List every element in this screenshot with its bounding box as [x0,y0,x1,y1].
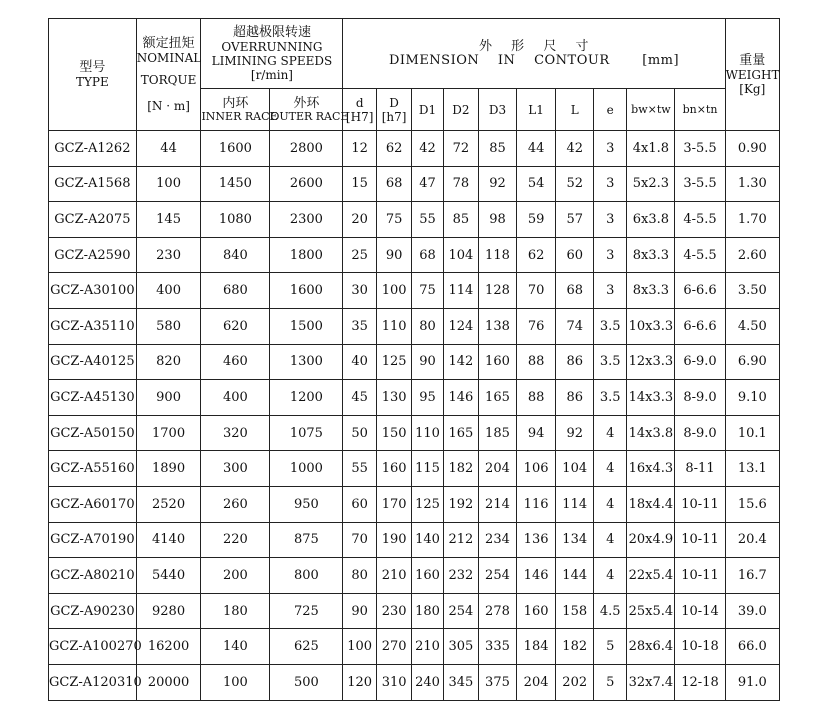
cell-type: GCZ-A45130 [49,380,137,416]
cell-D2: 305 [443,629,479,665]
cell-D2: 124 [443,308,479,344]
cell-bw-tw: 12x3.3 [627,344,675,380]
table-row [49,629,780,665]
cell-L: 92 [556,415,594,451]
cell-weight: 3.50 [725,273,779,309]
cell-L1: 94 [516,415,556,451]
cell-L1: 116 [516,486,556,522]
cell-L1: 44 [516,131,556,167]
cell-L: 182 [556,629,594,665]
cell-outer-speed: 2800 [270,131,343,167]
cell-D: 62 [376,131,412,167]
cell-e: 3 [594,237,627,273]
header-dimension: 外 形 尺 寸 DIMENSION IN CONTOUR [mm] [343,19,725,89]
cell-outer-speed: 2300 [270,202,343,238]
header-dim-D2: D2 [443,89,479,131]
header-dim-L: L [556,89,594,131]
cell-e: 4.5 [594,593,627,629]
header-dim-e: e [594,89,627,131]
cell-weight: 4.50 [725,308,779,344]
cell-bn-tn: 3-5.5 [675,166,725,202]
cell-D3: 160 [479,344,517,380]
cell-bw-tw: 6x3.8 [627,202,675,238]
cell-type: GCZ-A40125 [49,344,137,380]
cell-D3: 375 [479,664,517,700]
cell-D2: 146 [443,380,479,416]
cell-d: 50 [343,415,376,451]
cell-inner-speed: 620 [201,308,270,344]
cell-D: 210 [376,558,412,594]
cell-bw-tw: 22x5.4 [627,558,675,594]
cell-inner-speed: 460 [201,344,270,380]
cell-weight: 66.0 [725,629,779,665]
cell-torque: 44 [136,131,201,167]
cell-D1: 140 [412,522,443,558]
cell-D3: 278 [479,593,517,629]
cell-torque: 4140 [136,522,201,558]
cell-inner-speed: 100 [201,664,270,700]
cell-D: 75 [376,202,412,238]
cell-e: 4 [594,451,627,487]
cell-L1: 88 [516,380,556,416]
cell-torque: 9280 [136,593,201,629]
cell-torque: 230 [136,237,201,273]
cell-inner-speed: 300 [201,451,270,487]
cell-L1: 136 [516,522,556,558]
cell-D2: 78 [443,166,479,202]
header-dim-D3: D3 [479,89,517,131]
cell-D3: 165 [479,380,517,416]
header-dim-L1: L1 [516,89,556,131]
cell-torque: 2520 [136,486,201,522]
cell-L1: 76 [516,308,556,344]
cell-torque: 100 [136,166,201,202]
cell-inner-speed: 1450 [201,166,270,202]
cell-D: 90 [376,237,412,273]
cell-bn-tn: 12-18 [675,664,725,700]
cell-inner-speed: 140 [201,629,270,665]
cell-D1: 160 [412,558,443,594]
cell-D3: 118 [479,237,517,273]
table-row [49,166,780,202]
cell-torque: 400 [136,273,201,309]
cell-D1: 110 [412,415,443,451]
cell-outer-speed: 1300 [270,344,343,380]
cell-D3: 92 [479,166,517,202]
cell-L: 74 [556,308,594,344]
cell-D2: 192 [443,486,479,522]
cell-d: 100 [343,629,376,665]
cell-e: 3.5 [594,380,627,416]
cell-bw-tw: 5x2.3 [627,166,675,202]
cell-e: 3 [594,166,627,202]
cell-bw-tw: 28x6.4 [627,629,675,665]
cell-bw-tw: 14x3.3 [627,380,675,416]
table-row [49,486,780,522]
cell-D: 230 [376,593,412,629]
cell-bn-tn: 4-5.5 [675,237,725,273]
cell-bn-tn: 10-14 [675,593,725,629]
cell-d: 25 [343,237,376,273]
cell-L1: 146 [516,558,556,594]
cell-d: 60 [343,486,376,522]
cell-weight: 6.90 [725,344,779,380]
cell-type: GCZ-A2075 [49,202,137,238]
cell-type: GCZ-A2590 [49,237,137,273]
cell-L: 158 [556,593,594,629]
cell-D3: 138 [479,308,517,344]
cell-outer-speed: 500 [270,664,343,700]
cell-bn-tn: 6-9.0 [675,344,725,380]
cell-D: 125 [376,344,412,380]
cell-outer-speed: 1500 [270,308,343,344]
cell-bw-tw: 4x1.8 [627,131,675,167]
cell-D1: 47 [412,166,443,202]
cell-D3: 254 [479,558,517,594]
cell-weight: 9.10 [725,380,779,416]
cell-d: 12 [343,131,376,167]
cell-L1: 106 [516,451,556,487]
cell-torque: 580 [136,308,201,344]
header-dim-bn-tn: bn×tn [675,89,725,131]
cell-L1: 59 [516,202,556,238]
cell-D3: 214 [479,486,517,522]
cell-d: 90 [343,593,376,629]
cell-D: 100 [376,273,412,309]
cell-torque: 5440 [136,558,201,594]
cell-D3: 204 [479,451,517,487]
header-outer-race: 外环 OUTER RACE [270,89,343,131]
cell-L: 68 [556,273,594,309]
cell-L1: 160 [516,593,556,629]
cell-type: GCZ-A70190 [49,522,137,558]
cell-bn-tn: 10-11 [675,486,725,522]
cell-torque: 145 [136,202,201,238]
cell-D: 130 [376,380,412,416]
cell-type: GCZ-A50150 [49,415,137,451]
cell-torque: 820 [136,344,201,380]
cell-bw-tw: 25x5.4 [627,593,675,629]
table-row [49,522,780,558]
cell-outer-speed: 2600 [270,166,343,202]
header-dim-bw-tw: bw×tw [627,89,675,131]
cell-inner-speed: 400 [201,380,270,416]
header-dim-d: d [H7] [343,89,376,131]
cell-D3: 234 [479,522,517,558]
cell-D1: 42 [412,131,443,167]
cell-bw-tw: 8x3.3 [627,273,675,309]
table-row [49,308,780,344]
cell-D2: 85 [443,202,479,238]
cell-outer-speed: 1075 [270,415,343,451]
table-row [49,593,780,629]
cell-D: 110 [376,308,412,344]
cell-D: 310 [376,664,412,700]
cell-bw-tw: 32x7.4 [627,664,675,700]
cell-bw-tw: 18x4.4 [627,486,675,522]
cell-L: 86 [556,380,594,416]
cell-e: 5 [594,664,627,700]
cell-D3: 85 [479,131,517,167]
cell-e: 4 [594,415,627,451]
table-row [49,131,780,167]
cell-D2: 142 [443,344,479,380]
cell-e: 4 [594,486,627,522]
cell-bw-tw: 16x4.3 [627,451,675,487]
table-row [49,558,780,594]
header-type: 型号 TYPE [49,19,137,131]
cell-inner-speed: 200 [201,558,270,594]
cell-outer-speed: 875 [270,522,343,558]
cell-D: 170 [376,486,412,522]
table-row [49,273,780,309]
cell-D1: 115 [412,451,443,487]
cell-type: GCZ-A60170 [49,486,137,522]
cell-weight: 1.30 [725,166,779,202]
cell-D2: 232 [443,558,479,594]
cell-type: GCZ-A55160 [49,451,137,487]
cell-bn-tn: 6-6.6 [675,308,725,344]
cell-type: GCZ-A30100 [49,273,137,309]
cell-D: 150 [376,415,412,451]
cell-D: 68 [376,166,412,202]
cell-D1: 95 [412,380,443,416]
cell-e: 5 [594,629,627,665]
table-row [49,237,780,273]
cell-weight: 2.60 [725,237,779,273]
cell-L: 134 [556,522,594,558]
cell-bn-tn: 8-11 [675,451,725,487]
cell-bn-tn: 10-11 [675,558,725,594]
cell-d: 120 [343,664,376,700]
cell-D1: 180 [412,593,443,629]
cell-D1: 90 [412,344,443,380]
cell-outer-speed: 1000 [270,451,343,487]
cell-outer-speed: 1200 [270,380,343,416]
cell-D3: 98 [479,202,517,238]
cell-d: 20 [343,202,376,238]
cell-bn-tn: 8-9.0 [675,380,725,416]
header-dim-D: D [h7] [376,89,412,131]
cell-bw-tw: 20x4.9 [627,522,675,558]
header-inner-race: 内环 INNER RACE [201,89,270,131]
cell-d: 70 [343,522,376,558]
cell-weight: 39.0 [725,593,779,629]
cell-L1: 54 [516,166,556,202]
cell-D1: 68 [412,237,443,273]
cell-D2: 182 [443,451,479,487]
cell-bn-tn: 10-18 [675,629,725,665]
header-torque: 额定扭矩 NOMINAL TORQUE [N · m] [136,19,201,131]
cell-bn-tn: 3-5.5 [675,131,725,167]
cell-L: 52 [556,166,594,202]
cell-weight: 15.6 [725,486,779,522]
cell-outer-speed: 725 [270,593,343,629]
table-row [49,202,780,238]
cell-weight: 10.1 [725,415,779,451]
cell-weight: 13.1 [725,451,779,487]
cell-type: GCZ-A120310 [49,664,137,700]
cell-bw-tw: 8x3.3 [627,237,675,273]
cell-D: 160 [376,451,412,487]
cell-d: 45 [343,380,376,416]
header-dim-D1: D1 [412,89,443,131]
cell-weight: 1.70 [725,202,779,238]
cell-outer-speed: 800 [270,558,343,594]
cell-inner-speed: 180 [201,593,270,629]
cell-torque: 900 [136,380,201,416]
cell-weight: 20.4 [725,522,779,558]
table-row [49,664,780,700]
cell-torque: 1700 [136,415,201,451]
cell-torque: 20000 [136,664,201,700]
table-row [49,380,780,416]
spec-table [48,18,780,701]
header-weight: 重量 WEIGHT [Kg] [725,19,779,131]
cell-L1: 204 [516,664,556,700]
cell-D3: 185 [479,415,517,451]
cell-D1: 125 [412,486,443,522]
cell-e: 3.5 [594,344,627,380]
cell-L: 114 [556,486,594,522]
cell-bn-tn: 8-9.0 [675,415,725,451]
cell-type: GCZ-A1262 [49,131,137,167]
cell-L1: 62 [516,237,556,273]
cell-D1: 210 [412,629,443,665]
cell-D1: 240 [412,664,443,700]
cell-e: 3 [594,131,627,167]
cell-D2: 165 [443,415,479,451]
cell-bn-tn: 6-6.6 [675,273,725,309]
cell-bw-tw: 10x3.3 [627,308,675,344]
cell-outer-speed: 625 [270,629,343,665]
cell-d: 55 [343,451,376,487]
cell-weight: 16.7 [725,558,779,594]
cell-torque: 16200 [136,629,201,665]
cell-D2: 104 [443,237,479,273]
header-speed: 超越极限转速 OVERRUNNING LIMINING SPEEDS [r/min] [201,19,343,89]
cell-outer-speed: 1800 [270,237,343,273]
cell-D3: 335 [479,629,517,665]
cell-inner-speed: 1080 [201,202,270,238]
table-row [49,415,780,451]
cell-type: GCZ-A80210 [49,558,137,594]
cell-D: 190 [376,522,412,558]
cell-L: 42 [556,131,594,167]
cell-bw-tw: 14x3.8 [627,415,675,451]
cell-e: 4 [594,558,627,594]
cell-d: 35 [343,308,376,344]
cell-d: 80 [343,558,376,594]
cell-e: 3.5 [594,308,627,344]
table-row [49,451,780,487]
cell-d: 40 [343,344,376,380]
cell-L: 57 [556,202,594,238]
cell-inner-speed: 260 [201,486,270,522]
cell-weight: 0.90 [725,131,779,167]
cell-L1: 88 [516,344,556,380]
cell-L: 60 [556,237,594,273]
cell-L1: 184 [516,629,556,665]
cell-type: GCZ-A1568 [49,166,137,202]
cell-bn-tn: 10-11 [675,522,725,558]
cell-D1: 75 [412,273,443,309]
cell-outer-speed: 1600 [270,273,343,309]
cell-D: 270 [376,629,412,665]
cell-L: 202 [556,664,594,700]
cell-D1: 55 [412,202,443,238]
cell-outer-speed: 950 [270,486,343,522]
cell-D1: 80 [412,308,443,344]
cell-D2: 254 [443,593,479,629]
cell-inner-speed: 320 [201,415,270,451]
cell-D2: 345 [443,664,479,700]
cell-d: 15 [343,166,376,202]
cell-L: 144 [556,558,594,594]
spec-table-body [49,131,780,701]
cell-L: 86 [556,344,594,380]
cell-type: GCZ-A100270 [49,629,137,665]
cell-e: 4 [594,522,627,558]
cell-bn-tn: 4-5.5 [675,202,725,238]
cell-e: 3 [594,202,627,238]
cell-inner-speed: 1600 [201,131,270,167]
cell-D2: 114 [443,273,479,309]
cell-inner-speed: 680 [201,273,270,309]
cell-D2: 212 [443,522,479,558]
cell-D3: 128 [479,273,517,309]
cell-torque: 1890 [136,451,201,487]
cell-type: GCZ-A35110 [49,308,137,344]
cell-D2: 72 [443,131,479,167]
cell-d: 30 [343,273,376,309]
cell-inner-speed: 840 [201,237,270,273]
cell-L: 104 [556,451,594,487]
table-row [49,344,780,380]
cell-L1: 70 [516,273,556,309]
cell-type: GCZ-A90230 [49,593,137,629]
cell-inner-speed: 220 [201,522,270,558]
cell-e: 3 [594,273,627,309]
cell-weight: 91.0 [725,664,779,700]
